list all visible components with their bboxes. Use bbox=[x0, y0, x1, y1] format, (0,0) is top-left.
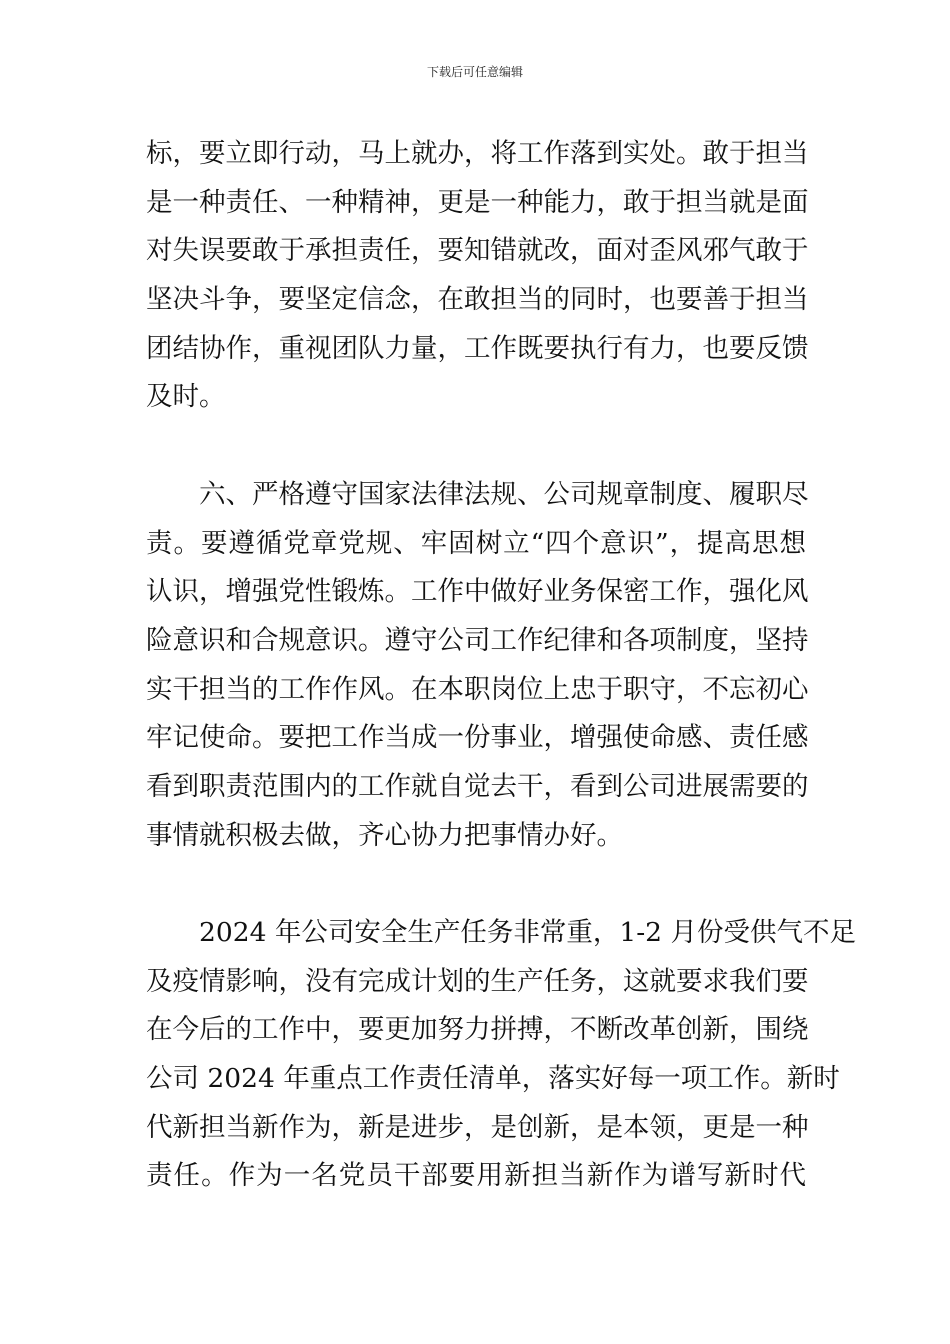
text-line: 公司 2024 年重点工作责任清单，落实好每一项工作。新时 bbox=[146, 1063, 840, 1095]
paragraph-gap bbox=[146, 422, 806, 471]
paragraph-2 bbox=[146, 471, 809, 861]
text-line: 坚决斗争，要坚定信念，在敢担当的同时，也要善于担当 bbox=[146, 284, 809, 316]
text-line: 认识，增强党性锻炼。工作中做好业务保密工作，强化风 bbox=[146, 576, 809, 608]
text-line: 团结协作，重视团队力量，工作既要执行有力，也要反馈 bbox=[146, 332, 809, 364]
text-line: 险意识和合规意识。遵守公司工作纪律和各项制度，坚持 bbox=[146, 624, 809, 656]
page-header: 下载后可任意编辑 bbox=[426, 65, 523, 79]
text-line: 2024 年公司安全生产任务非常重，1-2 月份受供气不足 bbox=[146, 917, 856, 948]
text-line: 是一种责任、一种精神，更是一种能力，敢于担当就是面 bbox=[146, 186, 809, 218]
text-line: 责任。作为一名党员干部要用新担当新作为谱写新时代 bbox=[146, 1160, 806, 1192]
text-line: 对失误要敢于承担责任，要知错就改，面对歪风邪气敢于 bbox=[146, 235, 809, 267]
text-line: 及疫情影响，没有完成计划的生产任务，这就要求我们要 bbox=[146, 965, 809, 997]
text-line: 实干担当的工作作风。在本职岗位上忠于职守，不忘初心 bbox=[146, 673, 809, 705]
text-line: 事情就积极去做，齐心协力把事情办好。 bbox=[146, 819, 623, 851]
text-line: 责。要遵循党章党规、牢固树立“四个意识”，提高思想 bbox=[146, 527, 806, 559]
document-body bbox=[146, 130, 856, 1201]
text-line: 代新担当新作为，新是进步，是创新，是本领，更是一种 bbox=[146, 1111, 809, 1143]
text-line: 牢记使命。要把工作当成一份事业，增强使命感、责任感 bbox=[146, 722, 809, 754]
paragraph-1 bbox=[146, 130, 809, 422]
text-line: 及时。 bbox=[146, 381, 226, 413]
paragraph-gap bbox=[146, 860, 806, 909]
paragraph-3 bbox=[146, 909, 856, 1201]
text-line: 标，要立即行动，马上就办，将工作落到实处。敢于担当 bbox=[146, 138, 809, 169]
text-line: 六、严格遵守国家法律法规、公司规章制度、履职尽 bbox=[146, 478, 809, 510]
text-line: 在今后的工作中，要更加努力拼搏，不断改革创新，围绕 bbox=[146, 1014, 809, 1046]
text-line: 看到职责范围内的工作就自觉去干，看到公司进展需要的 bbox=[146, 770, 809, 802]
